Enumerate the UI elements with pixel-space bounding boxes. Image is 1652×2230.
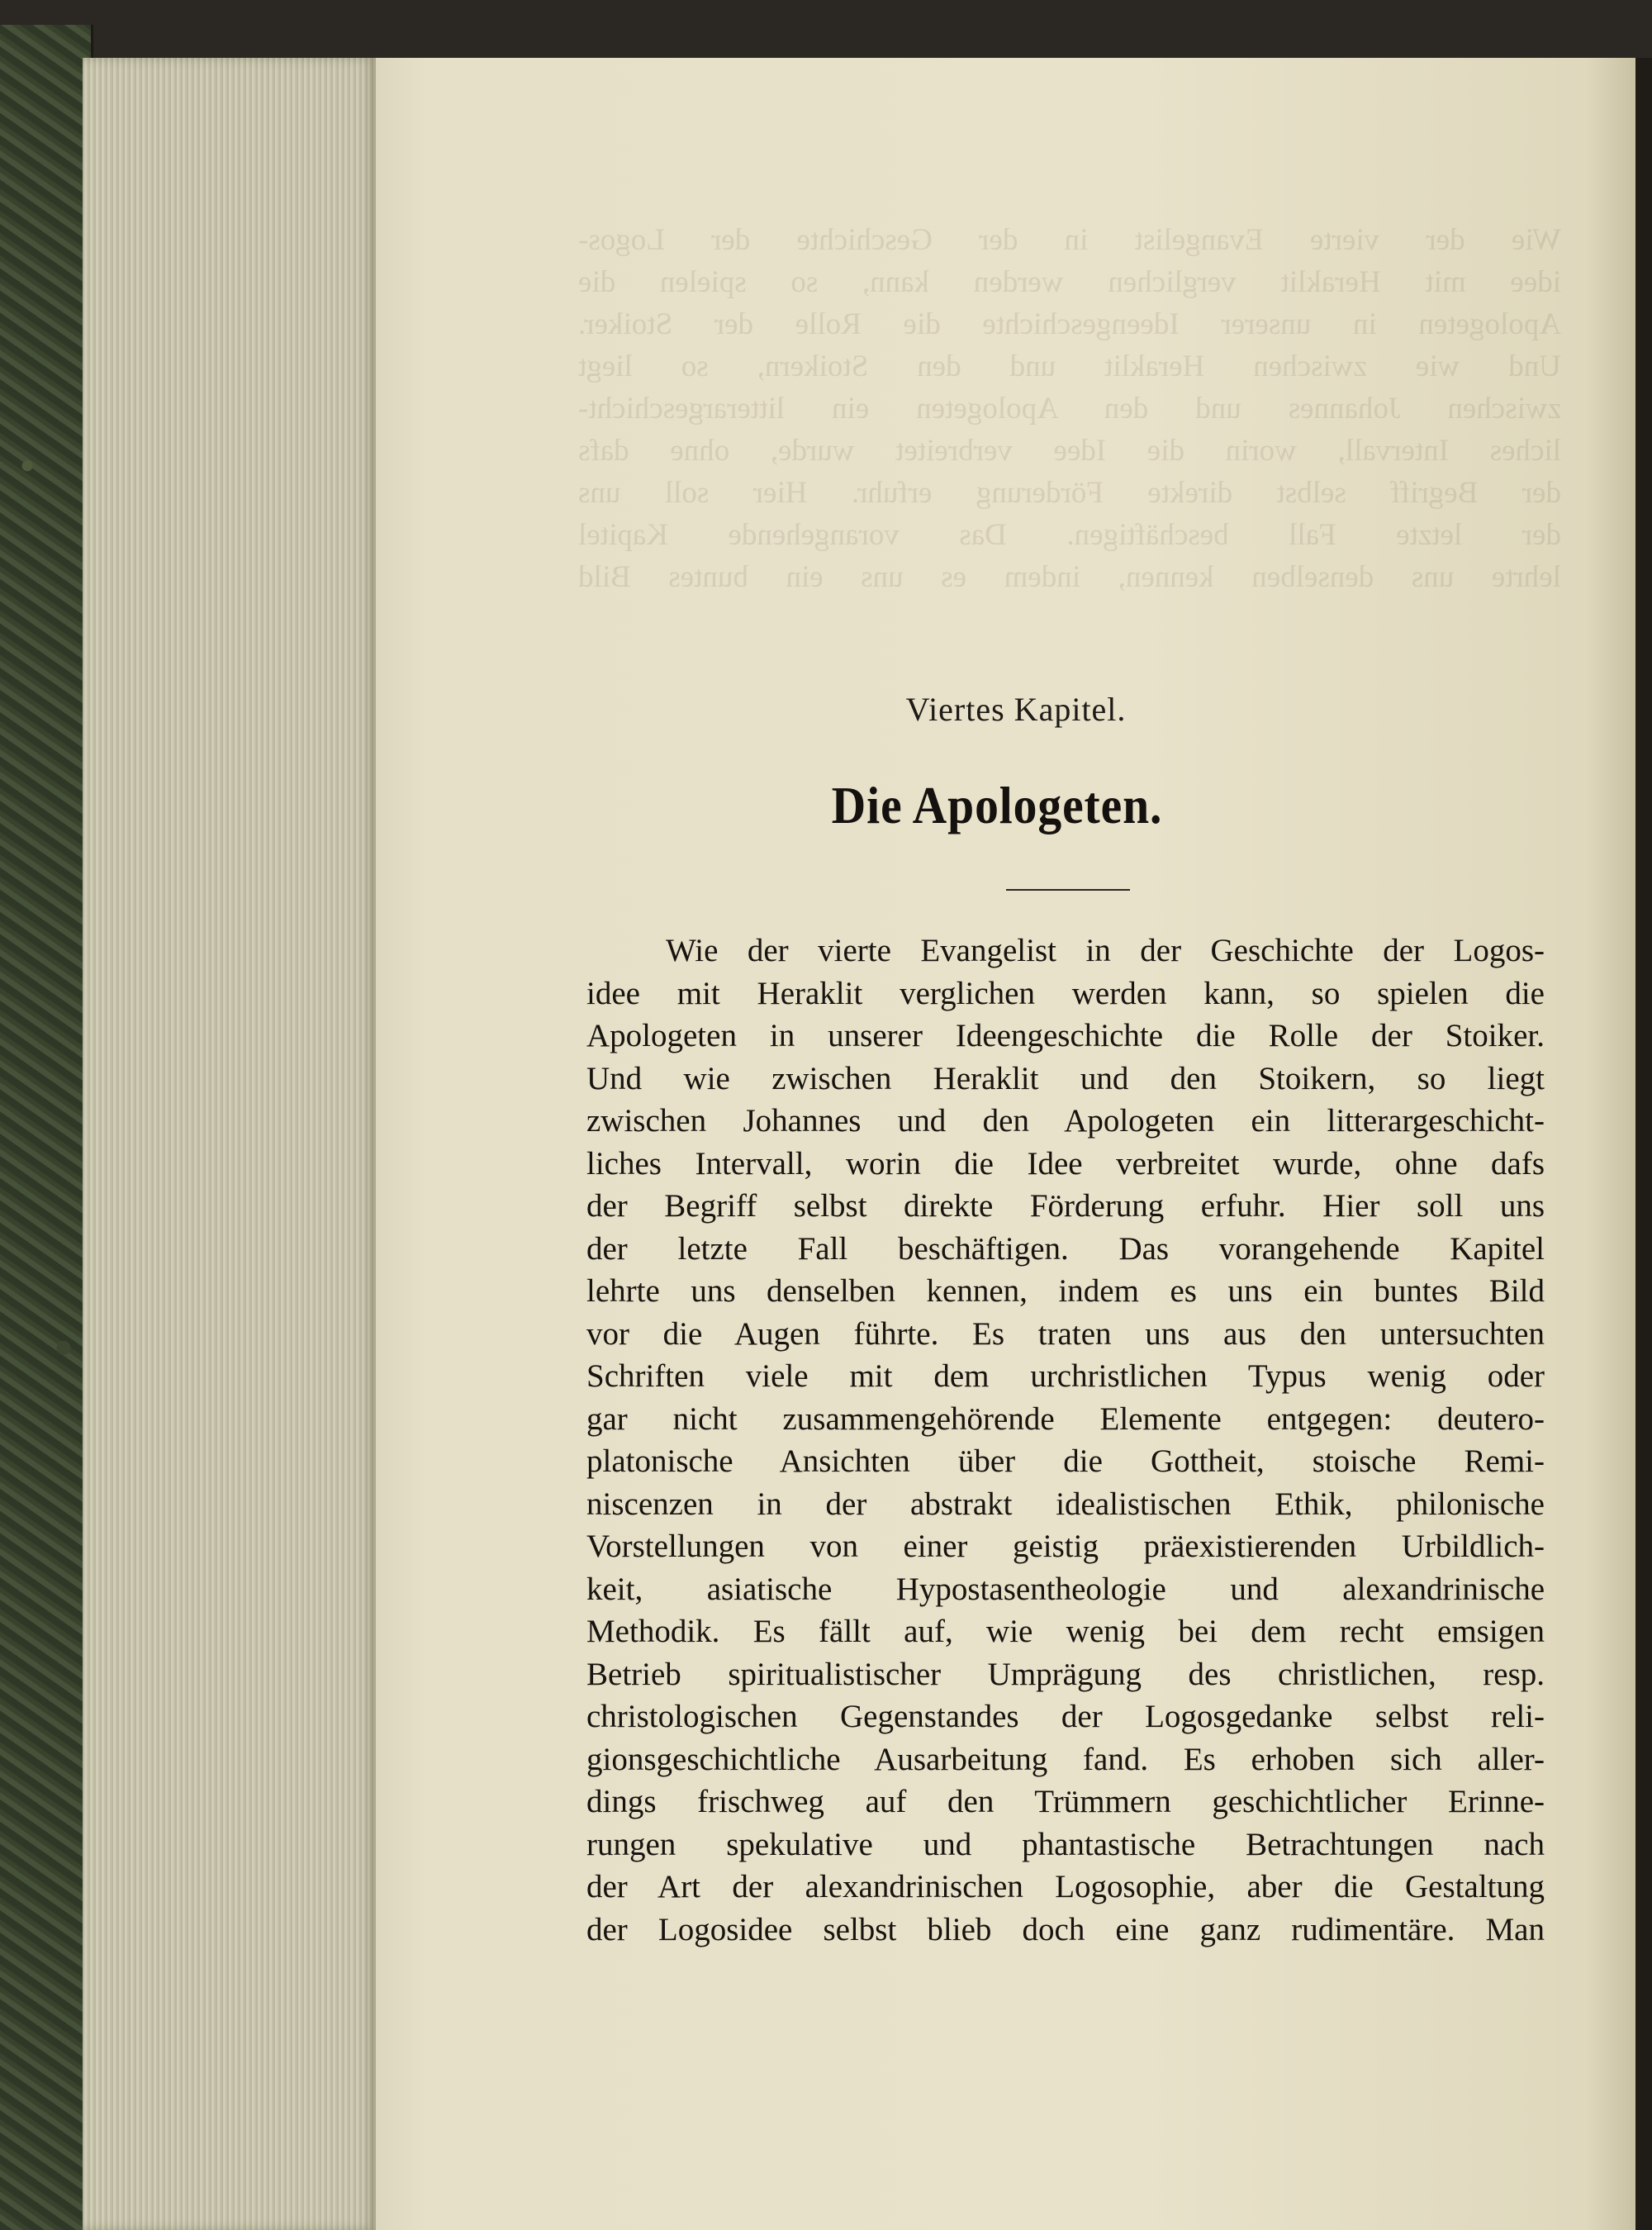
text-line: Und wie zwischen Heraklit und den Stoikern, so liegt bbox=[586, 1060, 1545, 1096]
body-paragraph bbox=[586, 930, 1545, 1951]
show-through-line: Und wie zwischen Heraklit und den Stoikern, so liegt bbox=[578, 349, 1561, 383]
text-line: niscenzen in der abstrakt idealistischen Ethik, philonische bbox=[586, 1486, 1545, 1522]
text-line: Apologeten in unserer Ideengeschichte die Rolle der Stoiker. bbox=[586, 1018, 1545, 1053]
chapter-title: Die Apologeten. bbox=[831, 776, 1163, 834]
text-line: gionsgeschichtliche Ausarbeitung fand. Es erhoben sich aller- bbox=[586, 1741, 1545, 1777]
show-through-line: zwischen Johannes und den Apologeten ein litterargeschicht- bbox=[578, 392, 1561, 426]
text-line: Betrieb spiritualistischer Umprägung des christlichen, resp. bbox=[586, 1656, 1545, 1692]
text-line: dings frischweg auf den Trümmern geschichtlicher Erinne- bbox=[586, 1784, 1545, 1819]
show-through-line: lehrte uns denselben kennen, indem es uns ein buntes Bild bbox=[578, 560, 1561, 594]
text-line: liches Intervall, worin die Idee verbreitet wurde, ohne dafs bbox=[586, 1145, 1545, 1182]
show-through-line: Wie der vierte Evangelist in der Geschichte der Logos- bbox=[578, 223, 1561, 257]
text-line: christologischen Gegenstandes der Logosgedanke selbst reli- bbox=[586, 1699, 1545, 1734]
show-through-line: Apologeten in unserer Ideengeschichte die Rolle der Stoiker. bbox=[578, 307, 1561, 341]
text-line: Vorstellungen von einer geistig präexistierenden Urbildlich- bbox=[586, 1529, 1545, 1564]
text-line: platonische Ansichten über die Gottheit, stoische Remi- bbox=[586, 1443, 1545, 1479]
chapter-number: Viertes Kapitel. bbox=[905, 691, 1127, 728]
text-line: der Begriff selbst direkte Förderung erfuhr. Hier soll uns bbox=[586, 1188, 1545, 1224]
page-fore-edge bbox=[83, 58, 376, 2230]
text-line: der Art der alexandrinischen Logosophie, aber die Gestaltung bbox=[586, 1869, 1545, 1904]
show-through-text bbox=[578, 219, 1561, 598]
show-through-line: liches Intervall, worin die Idee verbreitet wurde, ohne dafs bbox=[578, 434, 1561, 468]
book-top-edge bbox=[0, 0, 1652, 58]
show-through-line: idee mit Heraklit verglichen werden kann, so spielen die bbox=[578, 265, 1561, 299]
text-line: lehrte uns denselben kennen, indem es uns ein buntes Bild bbox=[586, 1273, 1545, 1309]
marbled-cover-edge bbox=[0, 25, 93, 2230]
text-line: der Logosidee selbst blieb doch eine ganz rudimentäre. Man bbox=[586, 1911, 1545, 1947]
show-through-line: der Begriff selbst direkte Förderung erfuhr. Hier soll uns bbox=[578, 476, 1561, 510]
text-line: rungen spekulative und phantastische Betrachtungen nach bbox=[586, 1826, 1545, 1862]
text-line: zwischen Johannes und den Apologeten ein litterargeschicht- bbox=[586, 1103, 1545, 1139]
text-line: Wie der vierte Evangelist in der Geschichte der Logos- bbox=[666, 933, 1545, 968]
show-through-line: der letzte Fall beschäftigen. Das vorangehende Kapitel bbox=[578, 518, 1561, 552]
text-line: der letzte Fall beschäftigen. Das vorangehende Kapitel bbox=[586, 1230, 1545, 1267]
text-line: idee mit Heraklit verglichen werden kann, so spielen die bbox=[586, 975, 1545, 1011]
text-line: Schriften viele mit dem urchristlichen Typus wenig oder bbox=[586, 1358, 1545, 1394]
text-line: Methodik. Es fällt auf, wie wenig bei dem recht emsigen bbox=[586, 1614, 1545, 1649]
title-rule bbox=[1006, 889, 1130, 891]
text-line: gar nicht zusammengehörende Elemente entgegen: deutero- bbox=[586, 1400, 1545, 1437]
text-line: keit, asiatische Hypostasentheologie und alexandrinische bbox=[586, 1571, 1545, 1607]
text-line: vor die Augen führte. Es traten uns aus den untersuchten bbox=[586, 1315, 1545, 1352]
